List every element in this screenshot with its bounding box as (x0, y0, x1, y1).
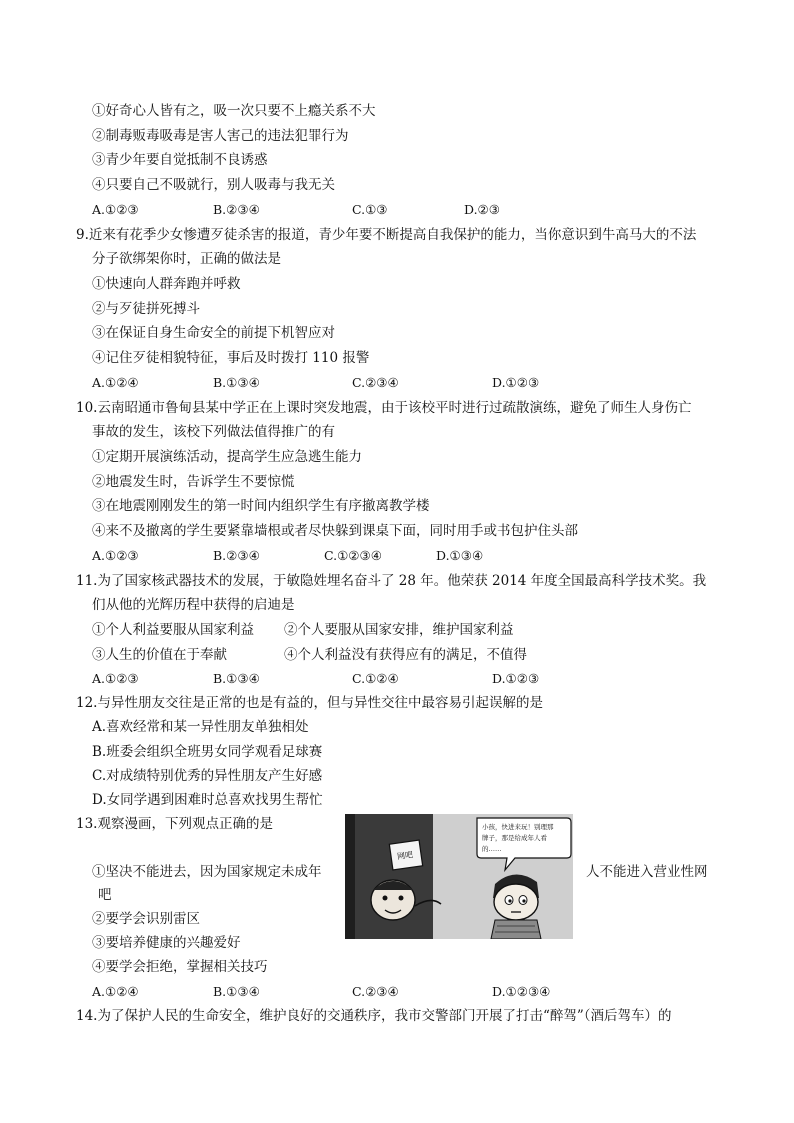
q13-choice-d: D.①②③④ (492, 984, 551, 999)
q8-choice-d: D.②③ (464, 202, 500, 217)
q13-item-3: ③要培养健康的兴趣爱好 (92, 935, 241, 951)
cartoon-bubble-line-2: 牌子，那是给成年人看 (482, 834, 547, 842)
q11-item-4: ④个人利益没有获得应有的满足，不值得 (284, 647, 527, 663)
cartoon-drawing (345, 814, 573, 939)
q8-item-3: ③青少年要自觉抵制不良诱惑 (92, 152, 268, 168)
q10-item-4: ④来不及撤离的学生要紧靠墙根或者尽快躲到课桌下面，同时用手或书包护住头部 (92, 523, 578, 539)
q11-stem-line2: 们从他的光辉历程中获得的启迪是 (92, 597, 295, 613)
q12-option-a: A.喜欢经常和某一异性朋友单独相处 (92, 719, 309, 735)
q9-choice-c: C.②③④ (352, 375, 399, 390)
q13-item-1a: ①坚决不能进去，因为国家规定未成年 (92, 864, 322, 880)
q10-choice-b: B.②③④ (213, 548, 260, 563)
q11-item-2: ②个人要服从国家安排，维护国家利益 (284, 622, 514, 638)
q11-choice-a: A.①②③ (92, 671, 139, 686)
q9-item-1: ①快速向人群奔跑并呼救 (92, 276, 241, 292)
q11-choice-d: D.①②③ (492, 671, 540, 686)
q10-stem-line2: 事故的发生，该校下列做法值得推广的有 (92, 424, 335, 440)
q9-choice-a: A.①②④ (92, 375, 139, 390)
q13-choice-a: A.①②④ (92, 984, 139, 999)
q8-item-4: ④只要自己不吸就行，别人吸毒与我无关 (92, 177, 335, 193)
q10-choice-a: A.①②③ (92, 548, 139, 563)
q10-item-3: ③在地震刚刚发生的第一时间内组织学生有序撤离教学楼 (92, 498, 430, 514)
q12-option-c: C.对成绩特别优秀的异性朋友产生好感 (92, 768, 323, 784)
q12-stem: 12.与异性朋友交往是正常的也是有益的，但与异性交往中最容易引起误解的是 (76, 695, 543, 711)
cartoon-sign-text: 网吧 (396, 850, 414, 862)
q11-choice-c: C.①②④ (352, 671, 399, 686)
q13-choice-b: B.①③④ (213, 984, 260, 999)
q14-stem: 14.为了保护人民的生命安全，维护良好的交通秩序，我市交警部门开展了打击“醉驾”（酒后驾车）的 (76, 1008, 672, 1024)
q12-option-b: B.班委会组织全班男女同学观看足球赛 (92, 744, 323, 760)
q8-item-1: ①好奇心人皆有之，吸一次只要不上瘾关系不大 (92, 103, 376, 119)
q9-item-2: ②与歹徒拼死搏斗 (92, 301, 200, 317)
q13-item-2: ②要学会识别雷区 (92, 911, 200, 927)
q11-choice-b: B.①③④ (213, 671, 260, 686)
q11-item-1: ①个人利益要服从国家利益 (92, 622, 254, 638)
q11-item-3: ③人生的价值在于奉献 (92, 647, 227, 663)
q10-stem-line1: 10.云南昭通市鲁甸县某中学正在上课时突发地震，由于该校平时进行过疏散演练，避免了师生人身伤亡 (76, 400, 692, 416)
q11-stem-line1: 11.为了国家核武器技术的发展，于敏隐姓埋名奋斗了 28 年。他荣获 2014 年度全国最高科学技术奖。我 (76, 573, 707, 589)
q10-item-2: ②地震发生时，告诉学生不要惊慌 (92, 474, 295, 490)
q9-item-3: ③在保证自身生命安全的前提下机智应对 (92, 325, 335, 341)
q9-choice-d: D.①②③ (492, 375, 540, 390)
q13-choice-c: C.②③④ (352, 984, 399, 999)
q8-choice-b: B.②③④ (213, 202, 260, 217)
q10-item-1: ①定期开展演练活动，提高学生应急逃生能力 (92, 449, 362, 465)
q12-option-d: D.女同学遇到困难时总喜欢找男生帮忙 (92, 792, 323, 808)
q9-stem-line2: 分子欲绑架你时，正确的做法是 (92, 251, 281, 267)
cartoon-bubble-line-1: 小孩，快进来玩！别理那 (482, 823, 554, 831)
q13-item-1c: 吧 (98, 887, 112, 903)
q9-item-4: ④记住歹徒相貌特征，事后及时拨打 110 报警 (92, 350, 370, 366)
q10-choice-d: D.①③④ (436, 548, 484, 563)
q13-item-4: ④要学会拒绝，掌握相关技巧 (92, 959, 268, 975)
cartoon-image (345, 814, 573, 939)
q9-choice-b: B.①③④ (213, 375, 260, 390)
q13-item-1b: 人不能进入营业性网 (586, 864, 708, 880)
q8-choice-a: A.①②③ (92, 202, 139, 217)
cartoon-bubble-line-3: 的…… (482, 845, 502, 853)
q13-stem: 13.观察漫画，下列观点正确的是 (76, 816, 273, 832)
q8-item-2: ②制毒贩毒吸毒是害人害己的违法犯罪行为 (92, 128, 349, 144)
q9-stem-line1: 9.近来有花季少女惨遭歹徒杀害的报道，青少年要不断提高自我保护的能力，当你意识到牛高马大的不法 (76, 227, 697, 243)
q10-choice-c: C.①②③④ (324, 548, 382, 563)
q8-choice-c: C.①③ (352, 202, 388, 217)
